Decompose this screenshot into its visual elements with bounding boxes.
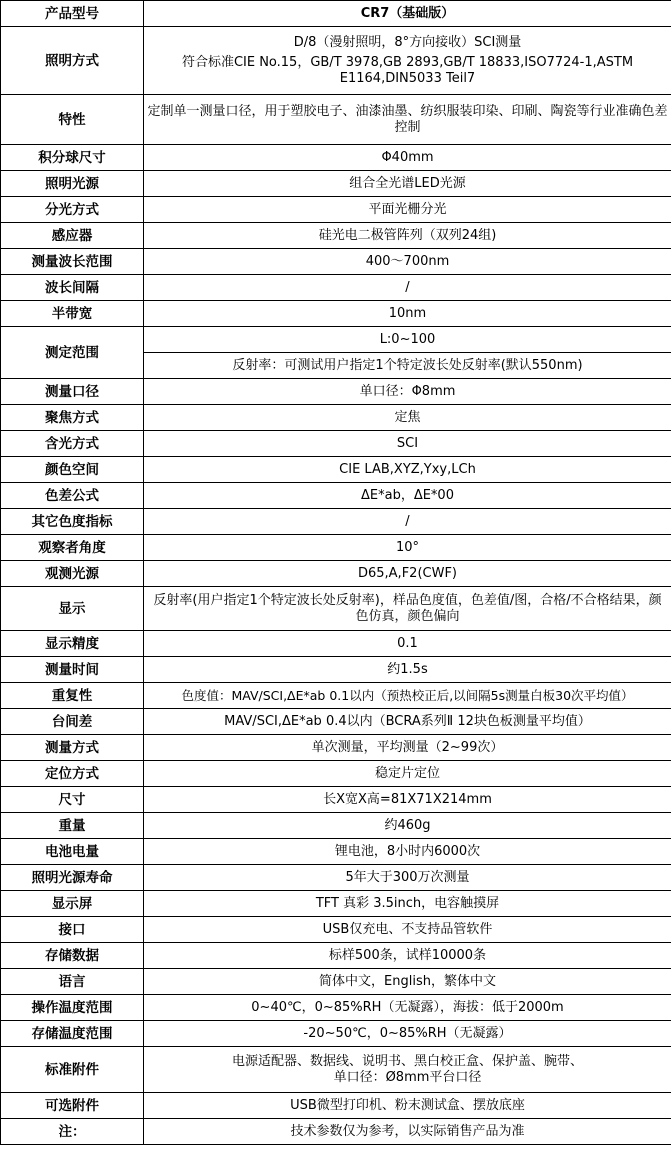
row-label: 特性 (1, 95, 144, 145)
row-label: 重复性 (1, 683, 144, 709)
row-label: 尺寸 (1, 787, 144, 813)
row-value: MAV/SCI,ΔE*ab 0.4以内（BCRA系列Ⅱ 12块色板测量平均值） (144, 709, 671, 735)
table-row (1, 95, 671, 145)
row-label: 测量波长范围 (1, 249, 144, 275)
row-label: 分光方式 (1, 197, 144, 223)
row-value: 单次测量，平均测量（2~99次） (144, 735, 671, 761)
row-value: CIE LAB,XYZ,Yxy,LCh (144, 457, 671, 483)
row-value: D65,A,F2(CWF) (144, 561, 671, 587)
row-label: 半带宽 (1, 301, 144, 327)
table-row (1, 787, 671, 813)
row-label: 显示 (1, 587, 144, 631)
product-model-value: CR7（基础版） (144, 1, 671, 27)
table-row (1, 683, 671, 709)
row-label: 定位方式 (1, 761, 144, 787)
table-row (1, 917, 671, 943)
table-row (1, 865, 671, 891)
table-row (1, 969, 671, 995)
table-row (1, 301, 671, 327)
row-label: 照明光源 (1, 171, 144, 197)
table-row (1, 457, 671, 483)
table-row (1, 431, 671, 457)
table-row (1, 145, 671, 171)
row-value: 技术参数仅为参考，以实际销售产品为准 (144, 1119, 671, 1145)
row-value: 简体中文，English，繁体中文 (144, 969, 671, 995)
row-value: ΔE*ab，ΔE*00 (144, 483, 671, 509)
range-reflectance-value: 反射率：可测试用户指定1个特定波长处反射率(默认550nm) (144, 353, 671, 379)
table-row (1, 1047, 671, 1093)
row-label: 含光方式 (1, 431, 144, 457)
row-value: -20~50℃，0~85%RH（无凝露） (144, 1021, 671, 1047)
row-label: 色差公式 (1, 483, 144, 509)
row-value: 单口径：Φ8mm (144, 379, 671, 405)
row-label: 操作温度范围 (1, 995, 144, 1021)
row-value: 色度值：MAV/SCI,ΔE*ab 0.1以内（预热校正后,以间隔5s测量白板30次平均值） (144, 683, 671, 709)
row-label: 显示精度 (1, 631, 144, 657)
row-label: 显示屏 (1, 891, 144, 917)
row-value: 10° (144, 535, 671, 561)
row-value: 组合全光谱LED光源 (144, 171, 671, 197)
table-row (1, 709, 671, 735)
row-label: 照明方式 (1, 27, 144, 95)
row-label: 标准附件 (1, 1047, 144, 1093)
row-label: 观测光源 (1, 561, 144, 587)
row-label: 产品型号 (1, 1, 144, 27)
table-row (1, 943, 671, 969)
row-value: 标样500条，试样10000条 (144, 943, 671, 969)
row-value: 稳定片定位 (144, 761, 671, 787)
row-label: 重量 (1, 813, 144, 839)
row-label: 测量方式 (1, 735, 144, 761)
row-value: 约1.5s (144, 657, 671, 683)
row-value: Φ40mm (144, 145, 671, 171)
row-label: 存储温度范围 (1, 1021, 144, 1047)
table-row (1, 657, 671, 683)
row-label: 观察者角度 (1, 535, 144, 561)
row-label: 台间差 (1, 709, 144, 735)
table-row (1, 761, 671, 787)
row-value: 0.1 (144, 631, 671, 657)
row-value: SCI (144, 431, 671, 457)
row-value: 长X宽X高=81X71X214mm (144, 787, 671, 813)
table-row (1, 275, 671, 301)
table-row (1, 995, 671, 1021)
table-row (1, 1021, 671, 1047)
row-label: 其它色度指标 (1, 509, 144, 535)
row-label: 感应器 (1, 223, 144, 249)
row-label: 积分球尺寸 (1, 145, 144, 171)
row-value: USB微型打印机、粉末测试盒、摆放底座 (144, 1093, 671, 1119)
row-value: 硅光电二极管阵列（双列24组) (144, 223, 671, 249)
row-value: TFT 真彩 3.5inch，电容触摸屏 (144, 891, 671, 917)
table-row (1, 379, 671, 405)
row-value: / (144, 275, 671, 301)
accessories-line-1: 电源适配器、数据线、说明书、黑白校正盒、保护盖、腕带、 (231, 1053, 583, 1069)
table-row (1, 839, 671, 865)
table-row (1, 813, 671, 839)
table-row (1, 249, 671, 275)
row-value: 10nm (144, 301, 671, 327)
row-label: 注： (1, 1119, 144, 1145)
row-value: / (144, 509, 671, 535)
range-l-value: L:0~100 (144, 327, 671, 353)
row-value: 平面光栅分光 (144, 197, 671, 223)
table-row (1, 891, 671, 917)
table-row (1, 197, 671, 223)
table-row (1, 587, 671, 631)
row-label: 颜色空间 (1, 457, 144, 483)
row-label: 电池电量 (1, 839, 144, 865)
row-label: 聚焦方式 (1, 405, 144, 431)
row-value: 约460g (144, 813, 671, 839)
row-value: 定焦 (144, 405, 671, 431)
table-row (1, 561, 671, 587)
table-row (1, 1, 671, 27)
table-row (1, 535, 671, 561)
table-row (1, 1093, 671, 1119)
table-row (1, 735, 671, 761)
row-value: 5年大于300万次测量 (144, 865, 671, 891)
row-value (144, 1047, 671, 1093)
table-row (1, 405, 671, 431)
row-label: 可选附件 (1, 1093, 144, 1119)
row-label: 波长间隔 (1, 275, 144, 301)
illumination-line-2: 符合标准CIE No.15，GB/T 3978,GB 2893,GB/T 18833,ISO7724-1,ASTM E1164,DIN5033 Teil7 (181, 54, 634, 86)
row-label: 测量时间 (1, 657, 144, 683)
table-row (1, 223, 671, 249)
accessories-line-2: 单口径：Ø8mm平台口径 (333, 1069, 482, 1085)
row-value: 反射率(用户指定1个特定波长处反射率)，样品色度值，色差值/图，合格/不合格结果，颜色仿真，颜色偏向 (144, 587, 671, 631)
row-label: 测定范围 (1, 327, 144, 379)
illumination-line-1: D/8（漫射照明，8°方向接收）SCI测量 (293, 34, 522, 50)
row-value (144, 27, 671, 95)
row-label: 语言 (1, 969, 144, 995)
row-value: 定制单一测量口径，用于塑胶电子、油漆油墨、纺织服装印染、印刷、陶瓷等行业准确色差控制 (144, 95, 671, 145)
row-label: 接口 (1, 917, 144, 943)
table-row (1, 483, 671, 509)
table-row (1, 171, 671, 197)
table-row (1, 509, 671, 535)
row-label: 测量口径 (1, 379, 144, 405)
row-value: 400～700nm (144, 249, 671, 275)
table-row (1, 27, 671, 95)
table-row (1, 1119, 671, 1145)
row-value: USB仅充电、不支持品管软件 (144, 917, 671, 943)
row-value: 锂电池，8小时内6000次 (144, 839, 671, 865)
table-row (1, 327, 671, 353)
table-row (1, 631, 671, 657)
row-value: 0~40℃，0~85%RH（无凝露），海拔：低于2000m (144, 995, 671, 1021)
row-label: 存储数据 (1, 943, 144, 969)
row-label: 照明光源寿命 (1, 865, 144, 891)
